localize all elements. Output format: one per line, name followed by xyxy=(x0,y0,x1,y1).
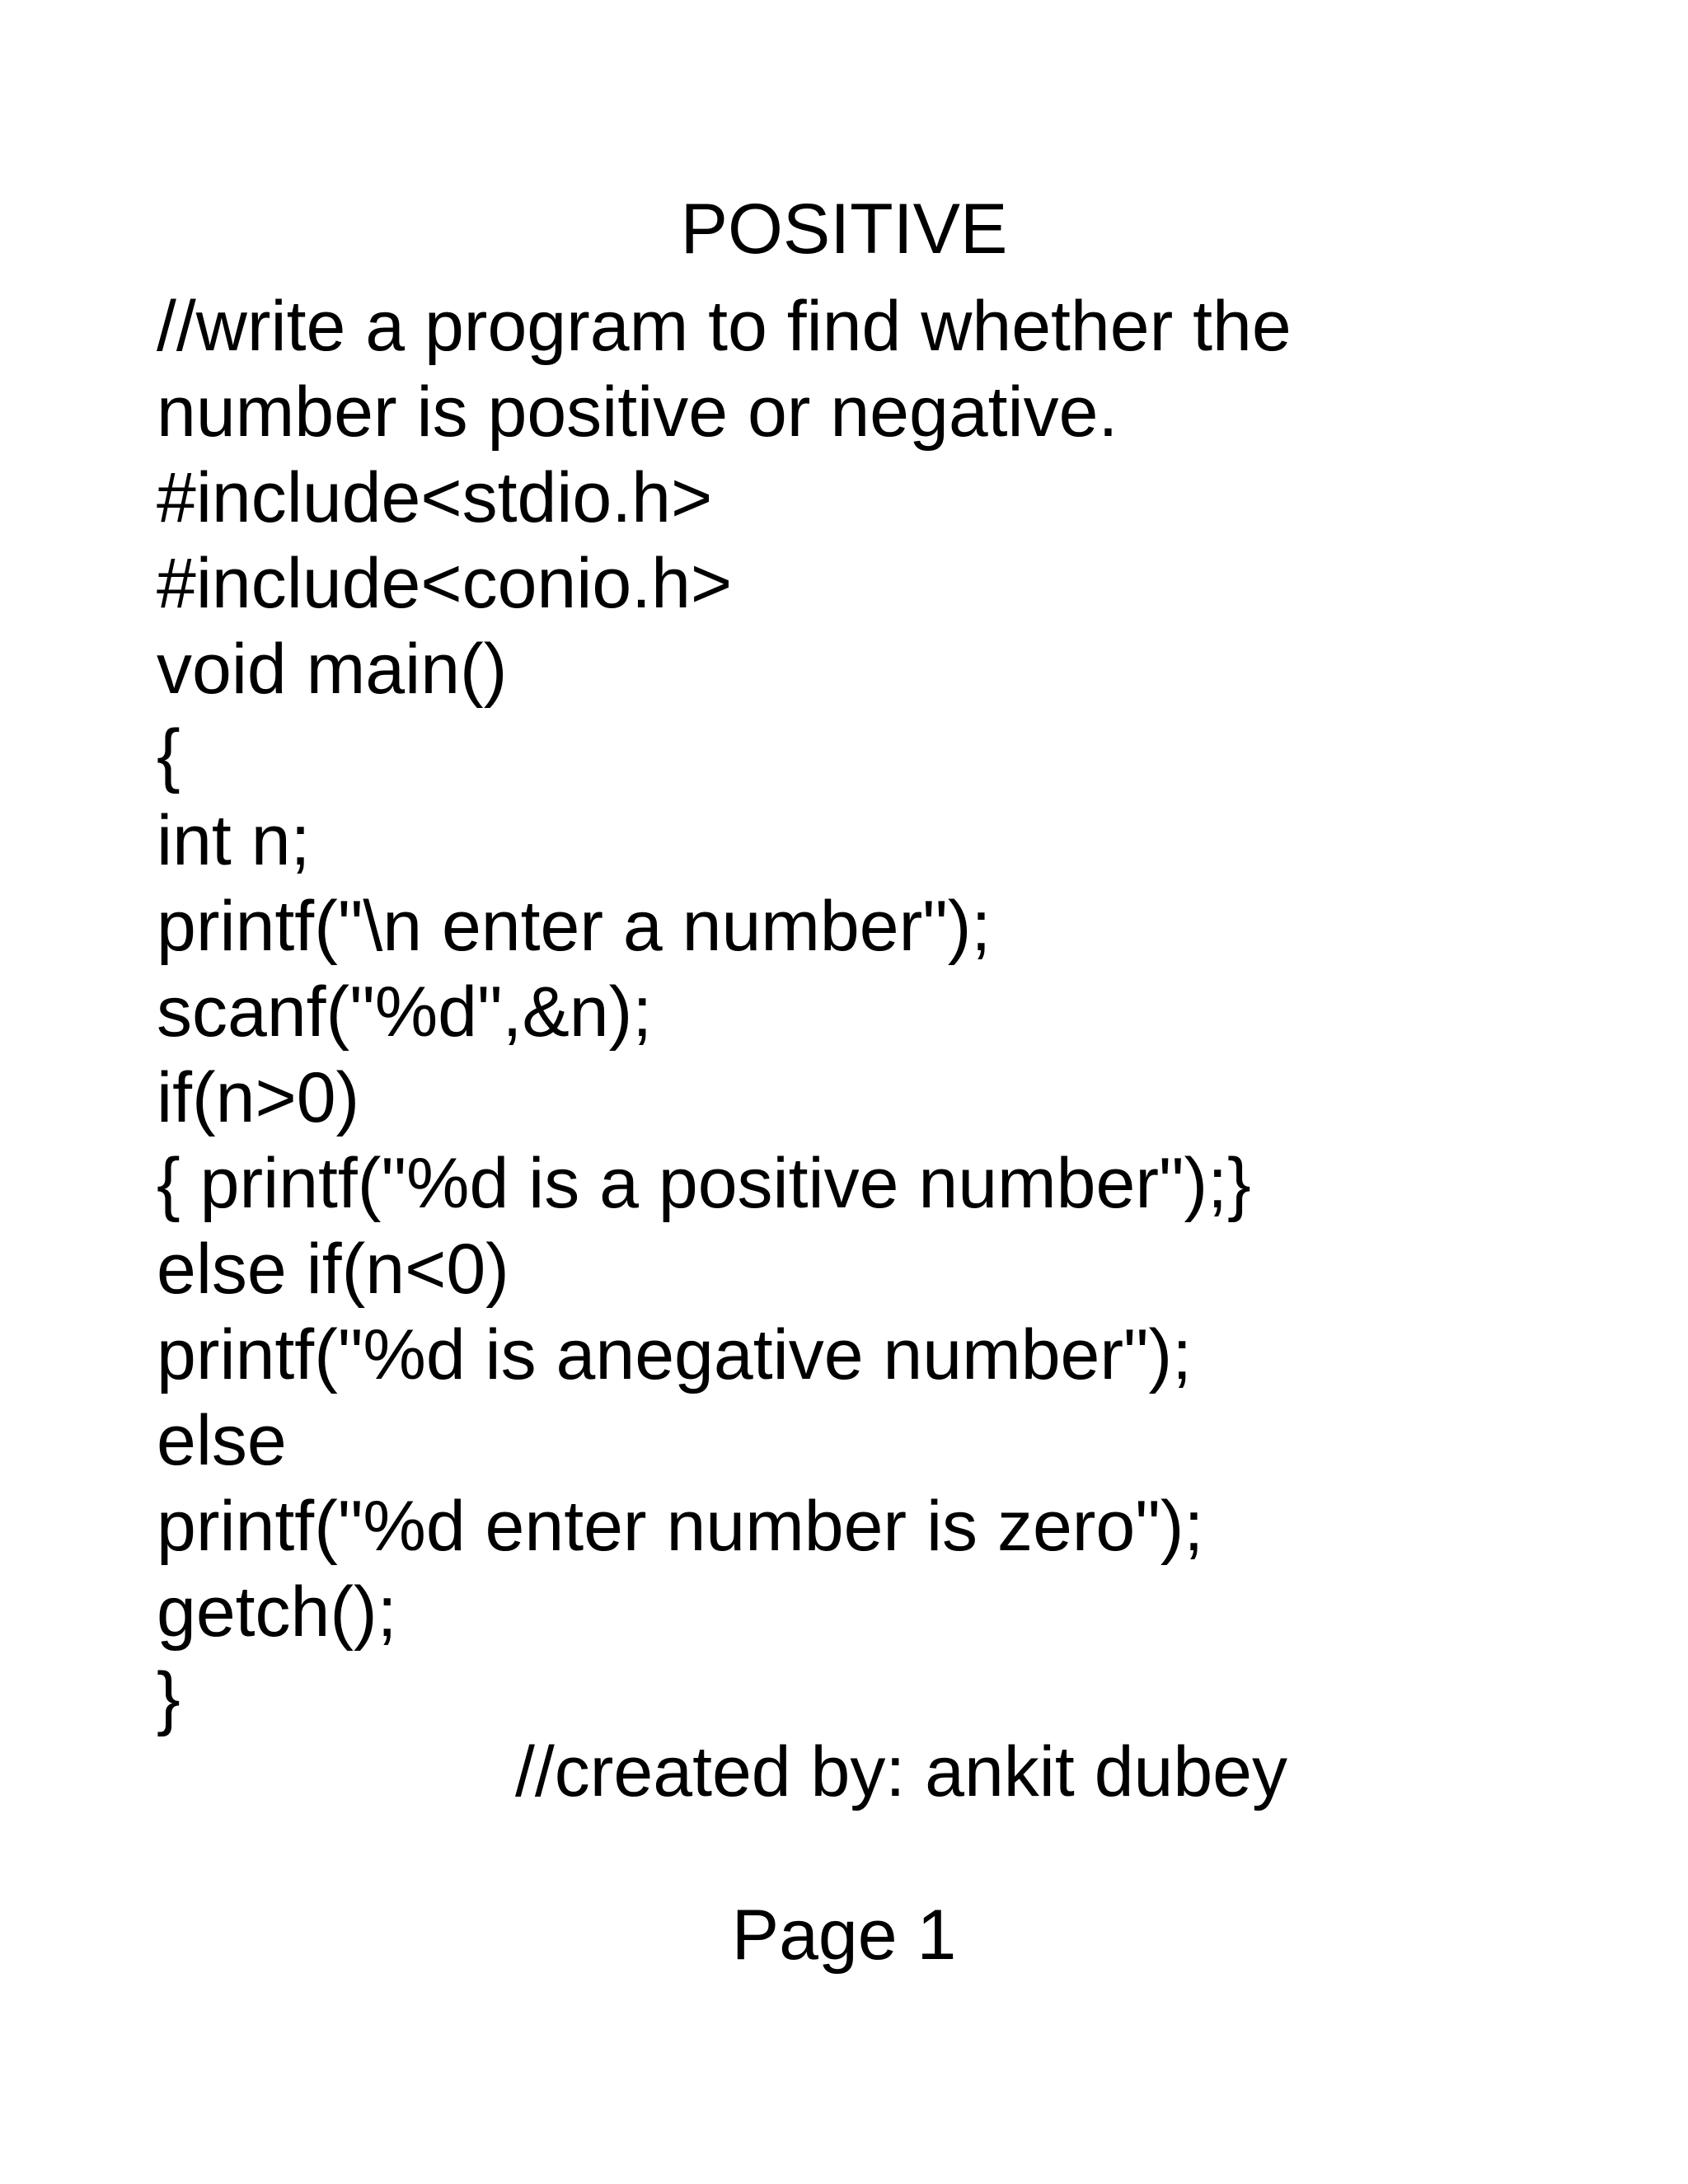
code-line: number is positive or negative. xyxy=(157,373,1118,452)
code-line: #include<conio.h> xyxy=(157,544,733,623)
code-line: int n; xyxy=(157,801,311,880)
code-line: else if(n<0) xyxy=(157,1230,509,1309)
code-line: { printf("%d is a positive number");} xyxy=(157,1144,1251,1223)
code-line: printf("%d is anegative number"); xyxy=(157,1315,1193,1394)
code-line: scanf("%d",&n); xyxy=(157,972,653,1052)
document-title: POSITIVE xyxy=(680,190,1008,269)
author-line: //created by: ankit dubey xyxy=(515,1732,1288,1811)
code-line: getch(); xyxy=(157,1572,397,1652)
code-line: if(n>0) xyxy=(157,1058,360,1137)
code-line: { xyxy=(157,715,181,794)
code-line: printf("\n enter a number"); xyxy=(157,887,992,966)
code-line: } xyxy=(157,1658,181,1737)
code-line: printf("%d enter number is zero"); xyxy=(157,1487,1204,1566)
code-line: #include<stdio.h> xyxy=(157,458,713,537)
page-number: Page 1 xyxy=(731,1896,957,1975)
code-line: else xyxy=(157,1401,287,1480)
code-listing xyxy=(157,284,1640,1741)
code-line: //write a program to find whether the xyxy=(157,287,1292,366)
code-line: void main() xyxy=(157,630,508,709)
